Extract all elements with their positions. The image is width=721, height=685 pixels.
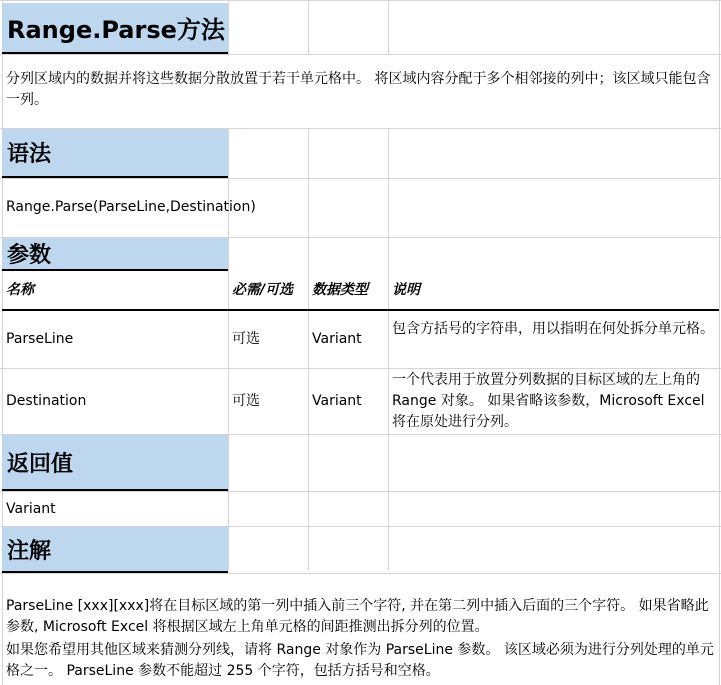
grid-line bbox=[719, 0, 720, 685]
grid-line bbox=[308, 128, 309, 570]
grid-line bbox=[2, 0, 3, 685]
param-required: 可选 bbox=[232, 331, 260, 347]
description-text: 分列区域内的数据并将这些数据分散放置于若干单元格中。 将区域内容分配于多个相邻接的列中；该区域只能包含一列。 bbox=[6, 71, 711, 108]
param-desc: 一个代表用于放置分列数据的目标区域的左上角的 Range 对象。 如果省略该参数，Microsoft Excel 将在原处进行分列。 bbox=[392, 372, 705, 430]
params-heading: 参数 bbox=[2, 238, 228, 271]
notes-paragraph: 如果您希望用其他区域来猜测分列线，请将 Range 对象作为 ParseLine 参数。 该区域必须为进行分列处理的单元格之一。 ParseLine 参数不能超过 255 个字符，包括方括号和空格。 bbox=[6, 642, 714, 679]
syntax-heading: 语法 bbox=[2, 129, 228, 178]
syntax-text: Range.Parse(ParseLine,Destination) bbox=[6, 199, 256, 215]
col-header-required: 必需/可选 bbox=[232, 282, 294, 298]
return-heading: 返回值 bbox=[2, 435, 228, 491]
grid-line bbox=[0, 573, 721, 574]
grid-line bbox=[228, 0, 229, 54]
header-underline bbox=[2, 309, 719, 311]
col-header-type: 数据类型 bbox=[312, 282, 368, 298]
col-header-desc: 说明 bbox=[392, 282, 420, 298]
param-type: Variant bbox=[312, 393, 362, 409]
param-name: ParseLine bbox=[6, 331, 74, 347]
grid-line bbox=[308, 0, 309, 54]
return-value-text: Variant bbox=[6, 501, 56, 517]
param-type: Variant bbox=[312, 331, 362, 347]
param-desc: 包含方括号的字符串，用以指明在何处拆分单元格。 bbox=[392, 321, 714, 337]
notes-heading: 注解 bbox=[2, 527, 228, 573]
col-header-name: 名称 bbox=[6, 282, 34, 298]
grid-line bbox=[0, 0, 721, 1]
grid-line bbox=[388, 0, 389, 54]
page-title: Range.Parse方法 bbox=[2, 3, 228, 54]
grid-line bbox=[388, 128, 389, 570]
notes-paragraph: ParseLine [xxx][xxx]将在目标区域的第一列中插入前三个字符, 并在第二列中插入后面的三个字符。 如果省略此参数, Microsoft Excel 将根据区域左上角单元格的间距推测出拆分列的位置。 bbox=[6, 598, 709, 635]
grid-line bbox=[228, 128, 229, 570]
grid-line bbox=[0, 368, 721, 369]
grid-line bbox=[0, 178, 721, 179]
param-name: Destination bbox=[6, 393, 87, 409]
param-required: 可选 bbox=[232, 393, 260, 409]
grid-line bbox=[0, 491, 721, 492]
grid-line bbox=[0, 54, 721, 55]
